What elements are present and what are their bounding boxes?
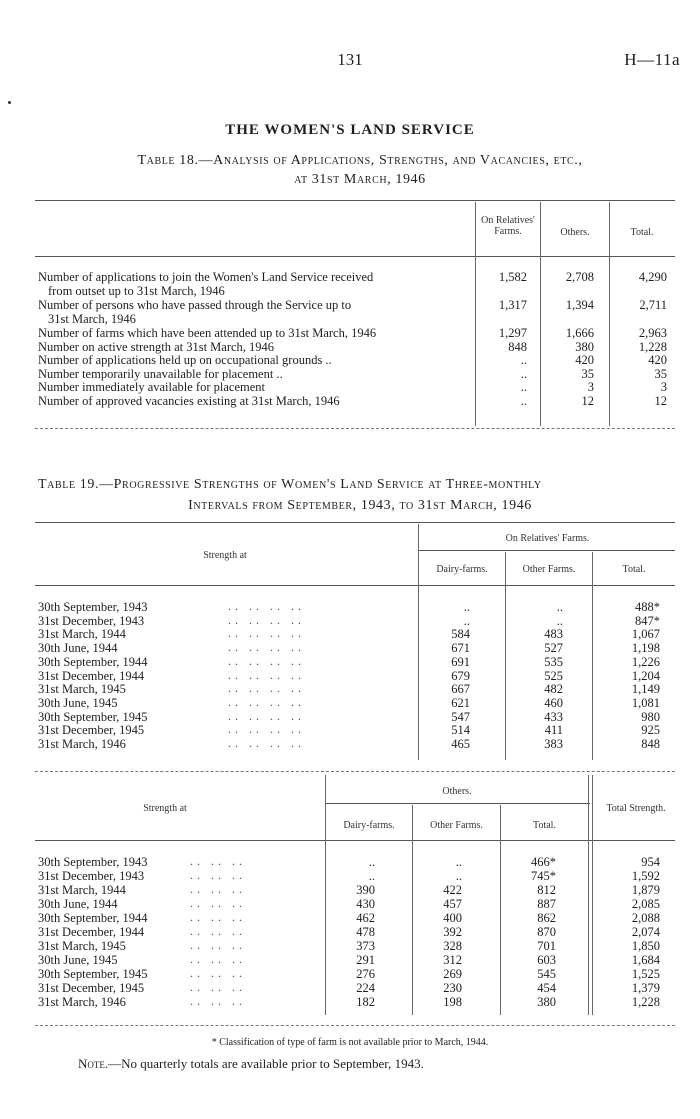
table19b-leader-dots: .. .. .. <box>190 924 246 938</box>
table19a-top-rule <box>35 522 675 523</box>
table19b-cell: 430 <box>356 897 375 911</box>
table19a-bottom-rule <box>35 771 675 772</box>
table19b-leader-dots: .. .. .. <box>190 966 246 980</box>
table19b-col-header-dairy: Dairy-farms. <box>343 820 395 831</box>
table19b-col-header-other: Other Farms. <box>430 820 483 831</box>
table19b-leader-dots: .. .. .. <box>190 980 246 994</box>
table18-cell: .. <box>520 393 527 408</box>
table19b-row-label: 31st March, 1945 <box>38 939 126 953</box>
table18-cell: 848 <box>508 339 527 354</box>
table18-cell: 2,711 <box>639 298 667 312</box>
table18-cell: 12 <box>581 393 594 408</box>
table19b-cell: 2,088 <box>631 911 660 925</box>
table18-row-label: from outset up to 31st March, 1946 <box>48 284 225 298</box>
table19a-cell: 465 <box>451 737 470 751</box>
note-text: —No quarterly totals are available prior to September, 1943. <box>108 1056 424 1071</box>
table19a-row-label: 31st March, 1944 <box>38 627 126 642</box>
table19a-leader-dots: .. .. .. .. <box>228 612 305 627</box>
table19a-cell: 1,226 <box>631 654 660 669</box>
table19b-cell: 745* <box>531 869 556 883</box>
table18-cell: 1,394 <box>565 298 594 312</box>
table19a-cell: 1,198 <box>631 641 660 656</box>
table19a-cell: 667 <box>451 682 470 697</box>
table19b-row-label: 31st March, 1944 <box>38 883 126 897</box>
table19b-leader-dots: .. .. .. <box>190 896 246 910</box>
table19-caption-line1: Table 19.—Progressive Strengths of Women's Land Service at Three-monthly <box>38 477 542 492</box>
table19a-cell: .. <box>463 613 470 628</box>
table19b-col-header-total: Total. <box>533 820 556 831</box>
table19a-leader-dots: .. .. .. .. <box>228 722 305 737</box>
table19b-cell: .. <box>368 855 375 869</box>
table19b-cell: 1,879 <box>631 883 660 897</box>
table19b-row-label: 30th June, 1945 <box>38 953 118 967</box>
table19a-cell: 691 <box>451 654 470 669</box>
table19b-bottom-rule <box>35 1025 675 1026</box>
table19b-cell: 230 <box>443 981 462 995</box>
table19b-cell: 1,228 <box>631 995 660 1009</box>
table19a-cell: 1,149 <box>631 682 660 697</box>
table19a-cell: 482 <box>544 682 563 697</box>
table19b-cell: 276 <box>356 967 375 981</box>
table18-row-label: Number of persons who have passed through the Service up to <box>38 298 352 312</box>
page-number: 131 <box>337 50 363 69</box>
table19b-col-header-total-strength: Total Strength. <box>606 803 666 814</box>
document-reference: H—11a <box>624 50 680 69</box>
table19b-header-rule <box>35 840 675 841</box>
table19b-cell: 1,592 <box>631 869 660 883</box>
table19b-col-divider <box>592 775 593 1015</box>
table18-top-rule <box>35 200 675 201</box>
table19a-row-label: 30th September, 1943 <box>38 600 148 614</box>
table19a-row-label: 31st March, 1945 <box>38 682 126 697</box>
table19a-row-label: 30th June, 1944 <box>38 641 118 656</box>
table19b-cell: .. <box>455 855 462 869</box>
table19b-cell: 603 <box>537 953 556 967</box>
table19a-col-header-dairy: Dairy-farms. <box>436 564 488 575</box>
table19b-row-label: 30th September, 1943 <box>38 855 148 869</box>
table19a-cell: 535 <box>544 654 563 669</box>
table19a-leader-dots: .. .. .. .. <box>228 708 305 723</box>
table19a-cell: .. <box>463 600 470 614</box>
table19a-cell: 679 <box>451 668 470 683</box>
table18-bottom-rule <box>35 428 675 429</box>
table18-row-label: Number temporarily unavailable for placement .. <box>38 366 283 381</box>
table19b-cell: 478 <box>356 925 375 939</box>
table19a-cell: 383 <box>544 737 563 751</box>
table19a-cell: 514 <box>451 723 470 738</box>
table19a-stub-header: Strength at <box>203 550 247 561</box>
table19a-cell: 925 <box>641 723 660 738</box>
table19a-group-rule <box>418 550 675 551</box>
table18-cell: .. <box>520 353 527 367</box>
table19a-leader-dots: .. .. .. .. <box>228 681 305 696</box>
table19a-cell: 671 <box>451 641 470 656</box>
table18-cell: 12 <box>654 393 667 408</box>
table19b-cell: 422 <box>443 883 462 897</box>
table19a-row-label: 30th June, 1945 <box>38 695 118 710</box>
table19b-row-label: 31st December, 1945 <box>38 981 145 995</box>
table19b-cell: 870 <box>537 925 556 939</box>
table19b-cell: 380 <box>537 995 556 1009</box>
table19a-row-label: 31st December, 1945 <box>38 723 145 738</box>
table18-row-label: Number of approved vacancies existing at 31st March, 1946 <box>38 393 340 408</box>
footnote: * Classification of type of farm is not available prior to March, 1944. <box>211 1037 489 1048</box>
table18-row-label: Number of applications held up on occupational grounds .. <box>38 353 332 367</box>
table18-caption-line2: at 31st March, 1946 <box>294 172 426 187</box>
table19b-leader-dots: .. .. .. <box>190 854 246 868</box>
table18-col-header-total: Total. <box>630 227 654 238</box>
table19a-col-divider <box>592 552 593 760</box>
table18-cell: 2,963 <box>638 326 667 340</box>
table19a-cell: 584 <box>451 627 470 642</box>
table19a-leader-dots: .. .. .. .. <box>228 694 305 709</box>
table19b-cell: 1,684 <box>631 953 660 967</box>
table19b-cell: 462 <box>356 911 375 925</box>
table19b-cell: 545 <box>537 967 556 981</box>
table19b-col-divider <box>588 775 589 1015</box>
table19a-cell: 1,204 <box>631 668 660 683</box>
table19a-row-label: 31st December, 1944 <box>38 668 145 683</box>
table19a-leader-dots: .. .. .. .. <box>228 640 305 655</box>
table19a-header-rule <box>35 585 675 586</box>
table19b-cell: 887 <box>537 897 556 911</box>
table19a-leader-dots: .. .. .. .. <box>228 626 305 641</box>
table19b-cell: 812 <box>537 883 556 897</box>
table19b-row-label: 31st December, 1943 <box>38 869 145 883</box>
table19a-col-header-total: Total. <box>622 564 646 575</box>
table18-caption-line1: Table 18.—Analysis of Applications, Strengths, and Vacancies, etc., <box>137 153 583 168</box>
table19b-cell: 466* <box>531 855 556 869</box>
table18-cell: .. <box>520 380 527 394</box>
table18-cell: 3 <box>587 380 594 394</box>
table19b-row-label: 31st March, 1946 <box>38 995 126 1009</box>
table19b-row-label: 31st December, 1944 <box>38 925 145 939</box>
note <box>78 1056 424 1072</box>
table19b-cell: .. <box>455 869 462 883</box>
table18-cell: .. <box>520 366 527 381</box>
table18-cell: 1,582 <box>498 270 527 284</box>
table19b-cell: 862 <box>537 911 556 925</box>
table19a-cell: 483 <box>544 627 563 642</box>
table19b-cell: 2,074 <box>631 925 660 939</box>
table19b-cell: 1,850 <box>631 939 660 953</box>
table19b-cell: 373 <box>356 939 375 953</box>
table19b-leader-dots: .. .. .. <box>190 868 246 882</box>
table19b-cell: 269 <box>443 967 462 981</box>
note-label: Note. <box>78 1056 109 1071</box>
table19a-cell: 980 <box>641 709 660 724</box>
table18-cell: 420 <box>575 353 594 367</box>
table19a-cell: .. <box>556 613 563 628</box>
table19b-cell: 390 <box>356 883 375 897</box>
table19b-cell: 1,525 <box>631 967 660 981</box>
table19a-cell: 527 <box>544 641 563 656</box>
table19b-cell: 224 <box>356 981 375 995</box>
table19b-leader-dots: .. .. .. <box>190 910 246 924</box>
table18-header-rule <box>35 256 675 257</box>
table19a-col-header-other: Other Farms. <box>522 564 576 575</box>
table19b-cell: 954 <box>641 855 660 869</box>
table19b-leader-dots: .. .. .. <box>190 938 246 952</box>
table19b-cell: 392 <box>443 925 462 939</box>
table18-col-header-relatives: On Relatives' Farms. <box>481 215 535 237</box>
table19b-group-header: Others. <box>442 786 472 797</box>
table19b-cell: .. <box>368 869 375 883</box>
table19a-cell: 460 <box>544 695 563 710</box>
table18-cell: 35 <box>654 366 667 381</box>
table19a-cell: 621 <box>451 695 470 710</box>
table18-row-label: 31st March, 1946 <box>48 312 136 326</box>
table18-cell: 380 <box>575 339 594 354</box>
table18-cell: 1,228 <box>638 339 667 354</box>
table19b-cell: 457 <box>443 897 462 911</box>
table19a-cell: 547 <box>451 709 470 724</box>
table19a-leader-dots: .. .. .. .. <box>228 653 305 668</box>
table18-cell: 35 <box>581 366 594 381</box>
table19b-cell: 1,379 <box>631 981 660 995</box>
table19a-cell: 1,081 <box>631 695 660 710</box>
table18-cell: 1,297 <box>498 326 527 340</box>
table19b-row-label: 30th September, 1945 <box>38 967 148 981</box>
table19a-row-label: 30th September, 1944 <box>38 654 148 669</box>
table19a-cell: 433 <box>544 709 563 724</box>
table18-cell: 4,290 <box>638 270 667 284</box>
table19a-leader-dots: .. .. .. .. <box>228 599 305 613</box>
table18-row-label: Number on active strength at 31st March, 1946 <box>38 339 275 354</box>
table19b-leader-dots: .. .. .. <box>190 994 246 1008</box>
table19a-cell: 848 <box>641 737 660 751</box>
table19a-cell: 525 <box>544 668 563 683</box>
table19b-leader-dots: .. .. .. <box>190 952 246 966</box>
table18-cell: 1,317 <box>498 298 527 312</box>
table18-row-label: Number of applications to join the Women's Land Service received <box>38 270 374 284</box>
table18-row-label: Number of farms which have been attended up to 31st March, 1946 <box>38 326 377 340</box>
table19-caption-line2: Intervals from September, 1943, to 31st March, 1946 <box>188 498 532 513</box>
table19b-cell: 328 <box>443 939 462 953</box>
table19a-cell: 411 <box>544 723 563 738</box>
table19a-row-label: 30th September, 1945 <box>38 709 148 724</box>
table19b-cell: 291 <box>356 953 375 967</box>
table19a-leader-dots: .. .. .. .. <box>228 736 305 750</box>
table19b-cell: 400 <box>443 911 462 925</box>
table19b-cell: 198 <box>443 995 462 1009</box>
table18-cell: 3 <box>660 380 667 394</box>
table19a-cell: .. <box>556 600 563 614</box>
table19a-group-header: On Relatives' Farms. <box>505 533 590 544</box>
table19a-row-label: 31st December, 1943 <box>38 613 145 628</box>
table19b-row-label: 30th September, 1944 <box>38 911 148 925</box>
table19a-cell: 847* <box>635 613 660 628</box>
table19b-cell: 454 <box>537 981 556 995</box>
table19a-cell: 488* <box>635 600 660 614</box>
table19a-leader-dots: .. .. .. .. <box>228 667 305 682</box>
page-title: THE WOMEN'S LAND SERVICE <box>225 122 475 138</box>
table19a-row-label: 31st March, 1946 <box>38 737 126 751</box>
table18-col-header-others: Others. <box>560 227 590 238</box>
table18-cell: 1,666 <box>565 326 594 340</box>
print-speck <box>8 101 11 104</box>
table19b-group-rule <box>325 803 590 804</box>
table19b-row-label: 30th June, 1944 <box>38 897 118 911</box>
table18-row-label: Number immediately available for placement <box>38 380 265 394</box>
table19b-cell: 312 <box>443 953 462 967</box>
table19b-stub-header: Strength at <box>143 803 187 814</box>
table19b-cell: 701 <box>537 939 556 953</box>
table18-cell: 2,708 <box>565 270 594 284</box>
table19a-cell: 1,067 <box>631 627 660 642</box>
table19b-leader-dots: .. .. .. <box>190 882 246 896</box>
table19b-cell: 2,085 <box>631 897 660 911</box>
table18-cell: 420 <box>648 353 667 367</box>
table19b-cell: 182 <box>356 995 375 1009</box>
